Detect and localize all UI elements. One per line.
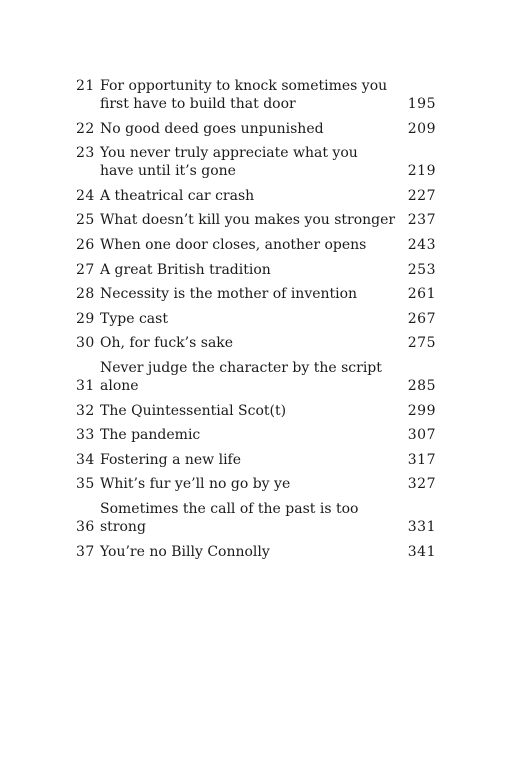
toc-entry	[76, 236, 436, 254]
chapter-title	[100, 144, 396, 180]
chapter-title-line: Oh, for fuck’s sake	[100, 335, 234, 352]
chapter-title-line: You’re no Billy Connolly	[100, 543, 270, 560]
chapter-title	[100, 426, 396, 444]
page-number: 261	[407, 286, 436, 303]
chapter-number: 27	[76, 261, 95, 278]
chapter-title	[100, 475, 396, 493]
page-number: 237	[407, 212, 436, 229]
chapter-title	[100, 402, 396, 420]
chapter-title	[100, 211, 396, 229]
chapter-title-line: No good deed goes unpunished	[100, 120, 324, 137]
chapter-number: 23	[76, 145, 95, 162]
toc-entry	[76, 261, 436, 279]
chapter-number: 22	[76, 120, 95, 137]
chapter-title	[100, 187, 396, 205]
toc-entry	[76, 359, 436, 395]
chapter-number: 34	[76, 451, 95, 468]
chapter-title-line: Necessity is the mother of invention	[100, 286, 358, 303]
chapter-number: 33	[76, 427, 95, 444]
toc-entry	[76, 285, 436, 303]
chapter-title-line: When one door closes, another opens	[100, 236, 367, 253]
page-number: 341	[407, 543, 436, 560]
page-number: 267	[407, 310, 436, 327]
chapter-title-line: Never judge the character by the script alone	[100, 359, 382, 394]
page-number: 219	[407, 163, 436, 180]
chapter-title-line: The Quintessential Scot(t)	[100, 402, 287, 419]
chapter-title-line: What doesn’t kill you makes you stronger	[100, 212, 396, 229]
page-number: 195	[407, 96, 436, 112]
chapter-title	[100, 120, 396, 138]
chapter-title	[100, 334, 396, 352]
chapter-title-line: Sometimes the call of the past is too strong	[100, 500, 359, 535]
chapter-title	[100, 261, 396, 279]
chapter-title-line: Whit’s fur ye’ll no go by ye	[100, 476, 291, 493]
chapter-number: 32	[76, 402, 95, 419]
chapter-title-line: A theatrical car crash	[100, 187, 255, 204]
chapter-title-line: For opportunity to knock sometimes you	[100, 78, 388, 94]
page-number: 317	[407, 451, 436, 468]
chapter-title	[100, 543, 396, 561]
toc-entry	[76, 310, 436, 328]
toc-entry	[76, 187, 436, 205]
page-number: 227	[407, 187, 436, 204]
chapter-number: 21	[76, 78, 95, 94]
chapter-title	[100, 451, 396, 469]
toc-entry	[76, 451, 436, 469]
chapter-title-line: Fostering a new life	[100, 451, 242, 468]
chapter-title-line: You never truly appreciate what you	[100, 145, 358, 162]
toc-entry	[76, 77, 436, 113]
chapter-number: 35	[76, 476, 95, 493]
chapter-title	[100, 310, 396, 328]
chapter-number: 36	[76, 518, 95, 535]
chapter-title	[100, 359, 396, 395]
toc-entry	[76, 500, 436, 536]
chapter-title-line: Type cast	[100, 310, 168, 327]
chapter-title	[100, 500, 396, 536]
page-number: 243	[407, 236, 436, 253]
chapter-number: 29	[76, 310, 95, 327]
table-of-contents	[76, 77, 436, 567]
chapter-number: 28	[76, 286, 95, 303]
toc-entry	[76, 426, 436, 444]
toc-entry	[76, 543, 436, 561]
chapter-number: 30	[76, 335, 95, 352]
chapter-number: 31	[76, 377, 95, 394]
chapter-number: 37	[76, 543, 95, 560]
page-number: 285	[407, 377, 436, 394]
chapter-title	[100, 285, 396, 303]
page-number: 275	[407, 335, 436, 352]
chapter-title-line: The pandemic	[100, 427, 201, 444]
chapter-number: 24	[76, 187, 95, 204]
toc-entry	[76, 211, 436, 229]
chapter-title-line: have until it’s gone	[100, 163, 236, 180]
chapter-title	[100, 236, 396, 254]
page-number: 209	[407, 120, 436, 137]
chapter-title-line: first have to build that door	[100, 96, 296, 112]
page-number: 307	[407, 427, 436, 444]
page-number: 327	[407, 476, 436, 493]
chapter-number: 26	[76, 236, 95, 253]
toc-entry	[76, 334, 436, 352]
chapter-title-line: A great British tradition	[100, 261, 271, 278]
page-number: 253	[407, 261, 436, 278]
toc-entry	[76, 144, 436, 180]
toc-entry	[76, 475, 436, 493]
chapter-title	[100, 77, 396, 113]
page-number: 331	[407, 518, 436, 535]
toc-entry	[76, 402, 436, 420]
page-number: 299	[407, 402, 436, 419]
chapter-number: 25	[76, 212, 95, 229]
toc-entry	[76, 120, 436, 138]
